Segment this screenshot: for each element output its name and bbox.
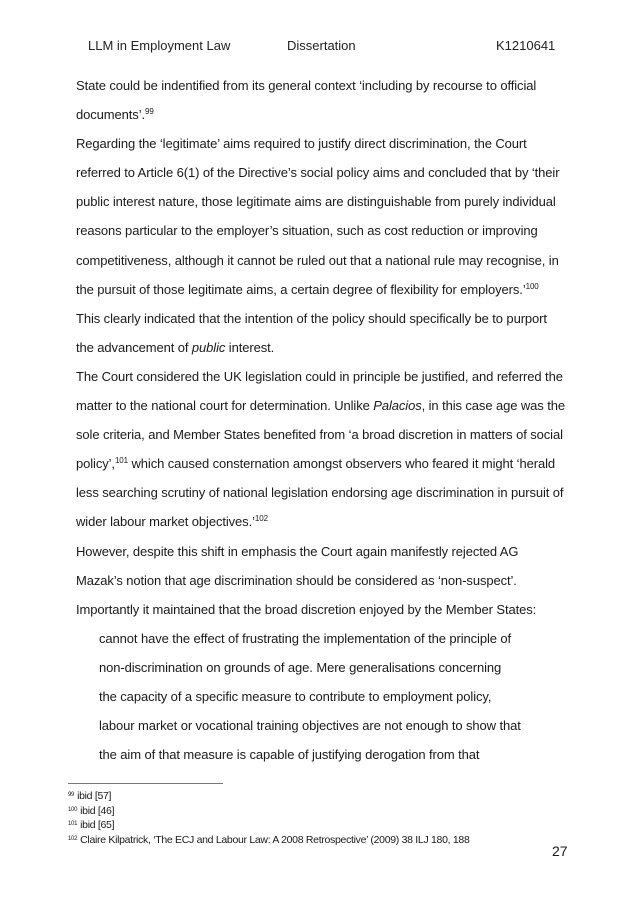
body-line <box>76 275 596 304</box>
footnote-text: ibid [46] <box>80 804 115 817</box>
quote-line: cannot have the effect of frustrating the implementation of the principle of <box>99 630 512 646</box>
body-line <box>76 449 596 478</box>
page-number: 27 <box>552 843 568 859</box>
footnote-text: ibid [65] <box>80 819 115 832</box>
quote-line: non-discrimination on grounds of age. Mere generalisations concerning <box>99 659 502 675</box>
footnote-ref-102: 102 <box>254 514 268 524</box>
body-line <box>76 100 596 129</box>
body-line: This clearly indicated that the intention of the policy should specifically be to purport <box>76 310 547 326</box>
body-line: Mazak’s notion that age discrimination should be considered as ‘non-suspect’. <box>76 572 517 588</box>
body-line: State could be indentified from its general context ‘including by recourse to official <box>76 78 537 93</box>
body-text <box>76 71 596 769</box>
footnote <box>68 789 470 804</box>
footnote-number: 101 <box>68 821 78 828</box>
footnotes <box>68 789 470 847</box>
footnote-number: 102 <box>68 835 78 842</box>
body-line-text: the pursuit of those legitimate aims, a certain degree of flexibility for employers.’ <box>76 281 526 297</box>
footnote-text: ibid [57] <box>77 790 112 802</box>
body-line-text: the advancement of <box>76 339 192 355</box>
case-name-palacios: Palacios <box>373 398 422 414</box>
body-line: Regarding the ‘legitimate’ aims required to justify direct discrimination, the Court <box>76 136 527 152</box>
body-line: However, despite this shift in emphasis the Court again manifestly rejected AG <box>76 543 519 559</box>
body-line <box>76 333 596 362</box>
body-line: Importantly it maintained that the broad discretion enjoyed by the Member States: <box>76 601 537 617</box>
body-line-text: wider labour market objectives.’ <box>76 514 255 530</box>
footnote-ref-101: 101 <box>114 456 128 466</box>
footnote <box>68 818 470 833</box>
footnote <box>68 833 470 848</box>
header-student-id: K1210641 <box>496 38 556 53</box>
body-line-text: interest. <box>225 339 275 355</box>
emphasis-public: public <box>191 339 226 355</box>
footnote-number: 99 <box>68 792 75 798</box>
body-line: sole criteria, and Member States benefited from ‘a broad discretion in matters of social <box>76 427 563 443</box>
body-line: The Court considered the UK legislation could in principle be justified, and referred the <box>76 368 563 384</box>
footnote-ref-100: 100 <box>525 281 539 291</box>
header-course: LLM in Employment Law <box>88 38 231 53</box>
body-line-text: , in this case age was the <box>421 398 565 414</box>
body-line: reasons particular to the employer’s situation, such as cost reduction or improving <box>76 223 538 239</box>
body-line-text: documents’. <box>76 107 145 123</box>
body-line-text: matter to the national court for determination. Unlike <box>76 398 374 414</box>
quote-line: the capacity of a specific measure to contribute to employment policy, <box>99 688 492 704</box>
body-line: referred to Article 6(1) of the Directive’s social policy aims and concluded that by ‘their <box>76 165 560 181</box>
body-line <box>76 391 596 420</box>
quote-line: the aim of that measure is capable of justifying derogation from that <box>99 747 480 763</box>
footnote-text: Claire Kilpatrick, ‘The ECJ and Labour Law: A 2008 Retrospective’ (2009) 38 ILJ 180, 188 <box>80 833 470 846</box>
footnote-ref-99: 99 <box>145 107 154 117</box>
footnote-divider <box>68 783 223 784</box>
body-line <box>76 507 596 536</box>
body-line: competitiveness, although it cannot be ruled out that a national rule may recognise, in <box>76 252 559 268</box>
footnote <box>68 804 470 819</box>
quote-line: labour market or vocational training objectives are not enough to show that <box>99 718 521 734</box>
body-line: public interest nature, those legitimate aims are distinguishable from purely individual <box>76 194 556 210</box>
body-line: less searching scrutiny of national legislation endorsing age discrimination in pursuit of <box>76 485 564 501</box>
body-line-text: policy’, <box>76 456 115 472</box>
footnote-number: 100 <box>68 806 78 813</box>
header-document-type: Dissertation <box>287 38 356 53</box>
body-line-text: which caused consternation amongst observers who feared it might ‘herald <box>128 456 555 472</box>
